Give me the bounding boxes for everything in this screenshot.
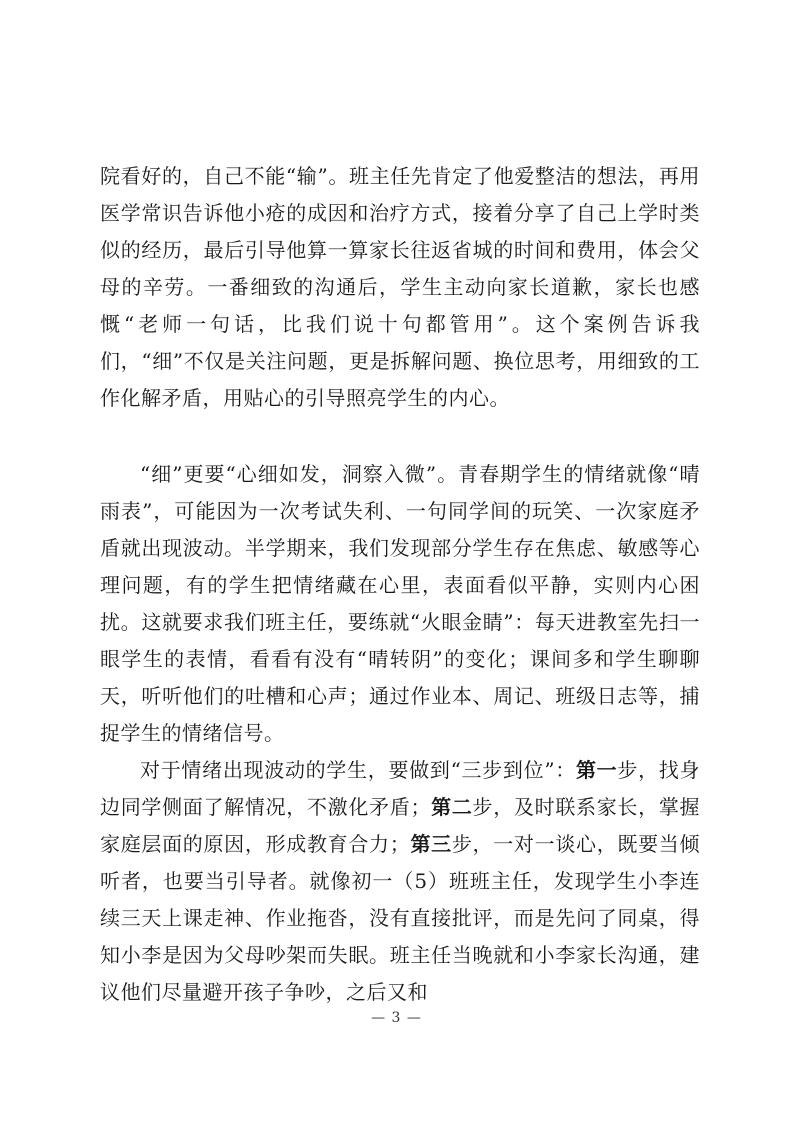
paragraph-1 bbox=[100, 158, 700, 417]
step-2-label: 第二 bbox=[430, 795, 473, 819]
step-1-text: 步，找身边同学侧面了解情况，不激化矛盾； bbox=[100, 758, 701, 819]
paragraph-1-text: 院看好的，自己不能“输”。班主任先肯定了他爱整洁的想法，再用医学常识告诉他小疮的成因和治疗方式，接着分享了自己上学时类似的经历，最后引导他算一算家长往返省城的时间和费用，体会父母的辛劳。一番细致的沟通后，学生主动向家长道歉，家长也感慨“老师一句话，比我们说十句都管用”。这个案例告诉我们，“细”不仅是关注问题，更是拆解问题、换位思考，用细致的工作化解矛盾，用贴心的引导照亮学生的内心。 bbox=[100, 164, 700, 410]
paragraph-3-intro: 对于情绪出现波动的学生，要做到“三步到位”： bbox=[140, 758, 576, 782]
step-1-label: 第一 bbox=[575, 758, 618, 782]
paragraph-3 bbox=[100, 752, 700, 1011]
paragraph-3-text bbox=[100, 752, 700, 1011]
page-number: — 3 — bbox=[371, 1010, 422, 1026]
paragraph-2-text: “细”更要“心细如发，洞察入微”。青春期学生的情绪就像“晴雨表”，可能因为一次考试失利、一句同学间的玩笑、一次家庭矛盾就出现波动。半学期来，我们发现部分学生存在焦虑、敏感等心理问题，有的学生把情绪藏在心里，表面看似平静，实则内心困扰。这就要求我们班主任，要练就“火眼金睛”：每天进教室先扫一眼学生的表情，看看有没有“晴转阴”的变化；课间多和学生聊聊天，听听他们的吐槽和心声；通过作业本、周记、班级日志等，捕捉学生的情绪信号。 bbox=[100, 462, 700, 745]
step-3-label: 第三 bbox=[410, 832, 452, 856]
step-2-text: 步，及时联系家长，掌握家庭层面的原因，形成教育合力； bbox=[100, 795, 701, 856]
paragraph-2 bbox=[100, 456, 700, 752]
step-3-text: 步，一对一谈心，既要当倾听者，也要当引导者。就像初一（5）班班主任，发现学生小李连续三天上课走神、作业拖沓，没有直接批评，而是先问了同桌，得知小李是因为父母吵架而失眠。班主任当晚就和小李家长沟通，建议他们尽量避开孩子争吵，之后又和 bbox=[100, 832, 701, 1004]
